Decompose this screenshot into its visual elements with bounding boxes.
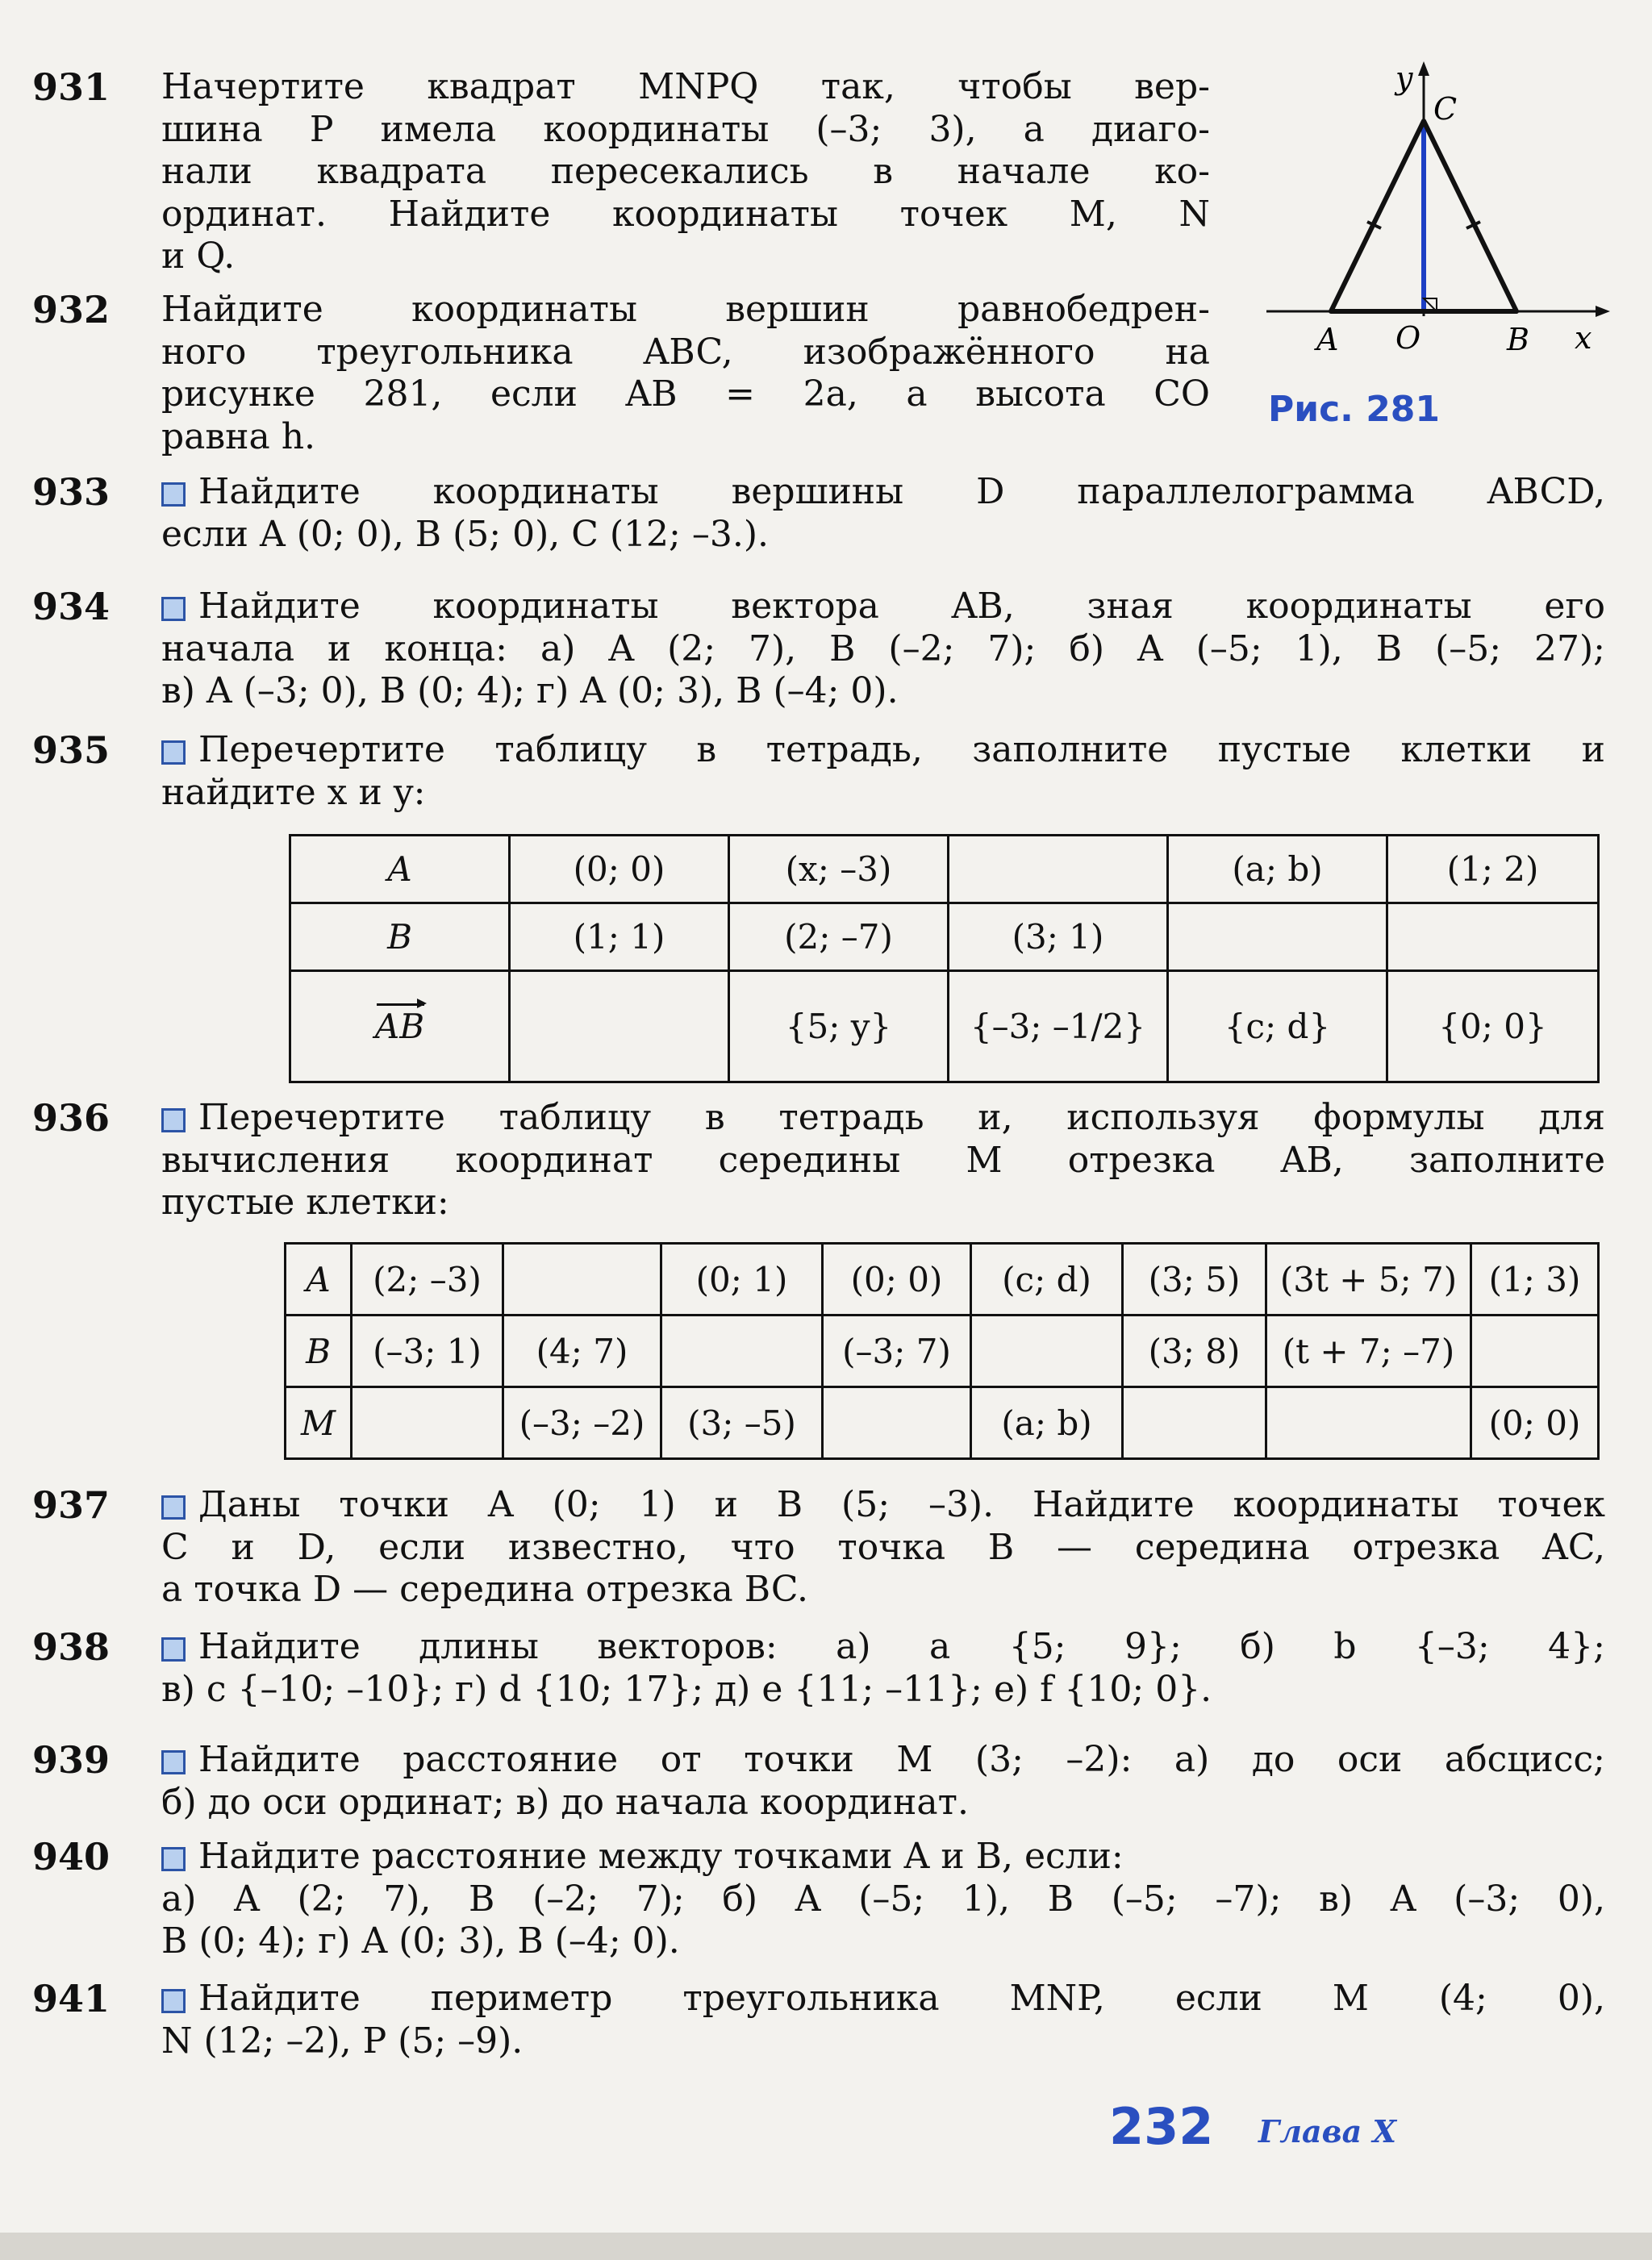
problem-text-line: равна h. — [161, 415, 316, 457]
label-x: x — [1575, 320, 1592, 356]
exercise-marker-icon — [161, 1108, 186, 1132]
problem-number: 939 — [32, 1738, 111, 1782]
table-cell — [949, 836, 1168, 903]
table-cell: {–3; –1/2} — [949, 971, 1168, 1082]
row-label: A — [290, 836, 510, 903]
problem-935 — [32, 728, 1605, 814]
row-label: A — [286, 1244, 352, 1316]
problem-text-line: Найдите расстояние между точками A и B, если: — [161, 1836, 1605, 1878]
table-cell: (0; 1) — [661, 1244, 823, 1316]
table-cell: (1; 1) — [510, 903, 729, 971]
problem-text-line: и Q. — [161, 236, 236, 277]
problem-text-line: в) A (–3; 0), B (0; 4); г) A (0; 3), B (–4; 0). — [161, 670, 899, 711]
table-cell: (–3; 1) — [352, 1316, 503, 1387]
exercise-marker-icon — [161, 1495, 186, 1520]
table-cell: (1; 2) — [1387, 836, 1599, 903]
table-936 — [284, 1242, 1600, 1460]
problem-text-line: а точка D — середина отрезка BC. — [161, 1569, 808, 1610]
table-cell: (3; 8) — [1123, 1316, 1266, 1387]
problem-text-line: Найдите длины векторов: а) a {5; 9}; б) b {–3; 4}; — [161, 1626, 1605, 1669]
problem-text-line: Начертите квадрат MNPQ так, чтобы вер- — [161, 66, 1210, 107]
table-cell: {c; d} — [1168, 971, 1387, 1082]
exercise-marker-icon — [161, 1847, 186, 1871]
table-cell — [510, 971, 729, 1082]
table-cell: (0; 0) — [823, 1244, 971, 1316]
problem-text-line: найдите x и y: — [161, 771, 426, 813]
problem-text-line: C и D, если известно, что точка B — середина отрезка AC, — [161, 1526, 1605, 1568]
problem-939 — [32, 1738, 1605, 1824]
problem-938 — [32, 1625, 1605, 1711]
figure-281 — [1258, 56, 1613, 436]
problem-number: 936 — [32, 1096, 111, 1140]
page-bottom-edge — [0, 2233, 1652, 2260]
table-cell — [352, 1387, 503, 1459]
table-cell — [1266, 1387, 1471, 1459]
problem-933 — [32, 470, 1605, 556]
chapter-label: Глава X — [1258, 2113, 1396, 2150]
problem-text-line: Найдите расстояние от точки M (3; –2): а) до оси абсцисс; — [161, 1739, 1605, 1782]
row-label: M — [286, 1387, 352, 1459]
problem-936 — [32, 1096, 1605, 1224]
table-cell: (3; 1) — [949, 903, 1168, 971]
problem-941 — [32, 1977, 1605, 2062]
problem-text-line: вычисления координат середины M отрезка AB, заполните — [161, 1139, 1605, 1181]
problem-931 — [32, 65, 1210, 278]
table-cell: (3; –5) — [661, 1387, 823, 1459]
problem-text-line: Найдите периметр треугольника MNP, если M (4; 0), — [161, 1978, 1605, 2020]
table-cell: {0; 0} — [1387, 971, 1599, 1082]
table-cell: (–3; –2) — [503, 1387, 661, 1459]
row-label: B — [290, 903, 510, 971]
problem-number: 931 — [32, 65, 111, 109]
y-axis-arrow — [1418, 61, 1429, 76]
problem-text-line: N (12; –2), P (5; –9). — [161, 2020, 524, 2062]
exercise-marker-icon — [161, 597, 186, 621]
table-cell — [1471, 1316, 1599, 1387]
table-cell: (2; –3) — [352, 1244, 503, 1316]
table-cell — [1168, 903, 1387, 971]
problem-940 — [32, 1835, 1605, 1963]
table-cell: (3; 5) — [1123, 1244, 1266, 1316]
problem-text-line: Даны точки A (0; 1) и B (5; –3). Найдите координаты точек — [161, 1484, 1605, 1527]
table-cell: (2; –7) — [729, 903, 949, 971]
table-cell: (–3; 7) — [823, 1316, 971, 1387]
table-935 — [289, 834, 1600, 1083]
exercise-marker-icon — [161, 740, 186, 765]
problem-text-line: в) c {–10; –10}; г) d {10; 17}; д) e {11; –11}; е) f {10; 0}. — [161, 1668, 1212, 1710]
label-b: B — [1507, 322, 1529, 357]
label-a: A — [1316, 322, 1339, 357]
problem-text-line: начала и конца: а) A (2; 7), B (–2; 7); б) A (–5; 1), B (–5; 27); — [161, 628, 1605, 669]
problem-text-line: Найдите координаты вершин равнобедрен- — [161, 289, 1210, 330]
problem-text-line: B (0; 4); г) A (0; 3), B (–4; 0). — [161, 1920, 680, 1962]
table-cell: {5; y} — [729, 971, 949, 1082]
problem-text-line: пустые клетки: — [161, 1182, 449, 1223]
table-cell — [1387, 903, 1599, 971]
table-cell — [1123, 1387, 1266, 1459]
exercise-marker-icon — [161, 1637, 186, 1662]
problem-number: 941 — [32, 1977, 111, 2020]
problem-number: 940 — [32, 1835, 111, 1878]
problem-number: 935 — [32, 728, 111, 772]
row-label: AB — [290, 971, 510, 1082]
problem-number: 933 — [32, 470, 111, 514]
problem-text-line: Найдите координаты вершины D параллелограмма ABCD, — [161, 471, 1605, 514]
table-cell: (0; 0) — [510, 836, 729, 903]
figure-caption: Рис. 281 — [1268, 389, 1441, 430]
problem-text-line: рисунке 281, если AB = 2a, а высота CO — [161, 373, 1210, 415]
problem-number: 938 — [32, 1625, 111, 1669]
problem-text-line: ного треугольника ABC, изображённого на — [161, 331, 1210, 373]
problem-text-line: Перечертите таблицу в тетрадь, заполните пустые клетки и — [161, 729, 1605, 772]
table-cell: (a; b) — [971, 1387, 1123, 1459]
exercise-marker-icon — [161, 482, 186, 507]
table-cell: (a; b) — [1168, 836, 1387, 903]
problem-text-line: если A (0; 0), B (5; 0), C (12; –3.). — [161, 513, 769, 555]
table-cell — [971, 1316, 1123, 1387]
table-cell — [503, 1244, 661, 1316]
problem-932 — [32, 288, 1210, 458]
table-cell: (x; –3) — [729, 836, 949, 903]
table-cell: (0; 0) — [1471, 1387, 1599, 1459]
problem-text-line: б) до оси ординат; в) до начала координат. — [161, 1781, 969, 1823]
exercise-marker-icon — [161, 1989, 186, 2013]
problem-number: 937 — [32, 1483, 111, 1527]
table-cell — [661, 1316, 823, 1387]
row-label: B — [286, 1316, 352, 1387]
exercise-marker-icon — [161, 1750, 186, 1774]
problem-number: 932 — [32, 288, 111, 331]
problem-text-line: ординат. Найдите координаты точек M, N — [161, 193, 1210, 235]
table-cell: (t + 7; –7) — [1266, 1316, 1471, 1387]
problem-text-line: Найдите координаты вектора AB, зная координаты его — [161, 586, 1605, 628]
label-o: O — [1395, 320, 1421, 356]
page-number: 232 — [1109, 2097, 1214, 2156]
table-cell: (4; 7) — [503, 1316, 661, 1387]
problem-text-line: нали квадрата пересекались в начале ко- — [161, 151, 1210, 192]
label-y: y — [1395, 60, 1413, 96]
problem-text-line: шина P имела координаты (–3; 3), а диаго- — [161, 108, 1210, 150]
table-cell: (3t + 5; 7) — [1266, 1244, 1471, 1316]
table-cell — [823, 1387, 971, 1459]
label-c: C — [1433, 91, 1458, 127]
x-axis-arrow — [1596, 306, 1610, 317]
table-cell: (c; d) — [971, 1244, 1123, 1316]
problem-934 — [32, 585, 1605, 713]
problem-number: 934 — [32, 585, 111, 628]
problem-text-line: а) A (2; 7), B (–2; 7); б) A (–5; 1), B (–5; –7); в) A (–3; 0), — [161, 1878, 1605, 1920]
table-cell: (1; 3) — [1471, 1244, 1599, 1316]
problem-937 — [32, 1483, 1605, 1612]
problem-text-line: Перечертите таблицу в тетрадь и, используя формулы для — [161, 1097, 1605, 1140]
